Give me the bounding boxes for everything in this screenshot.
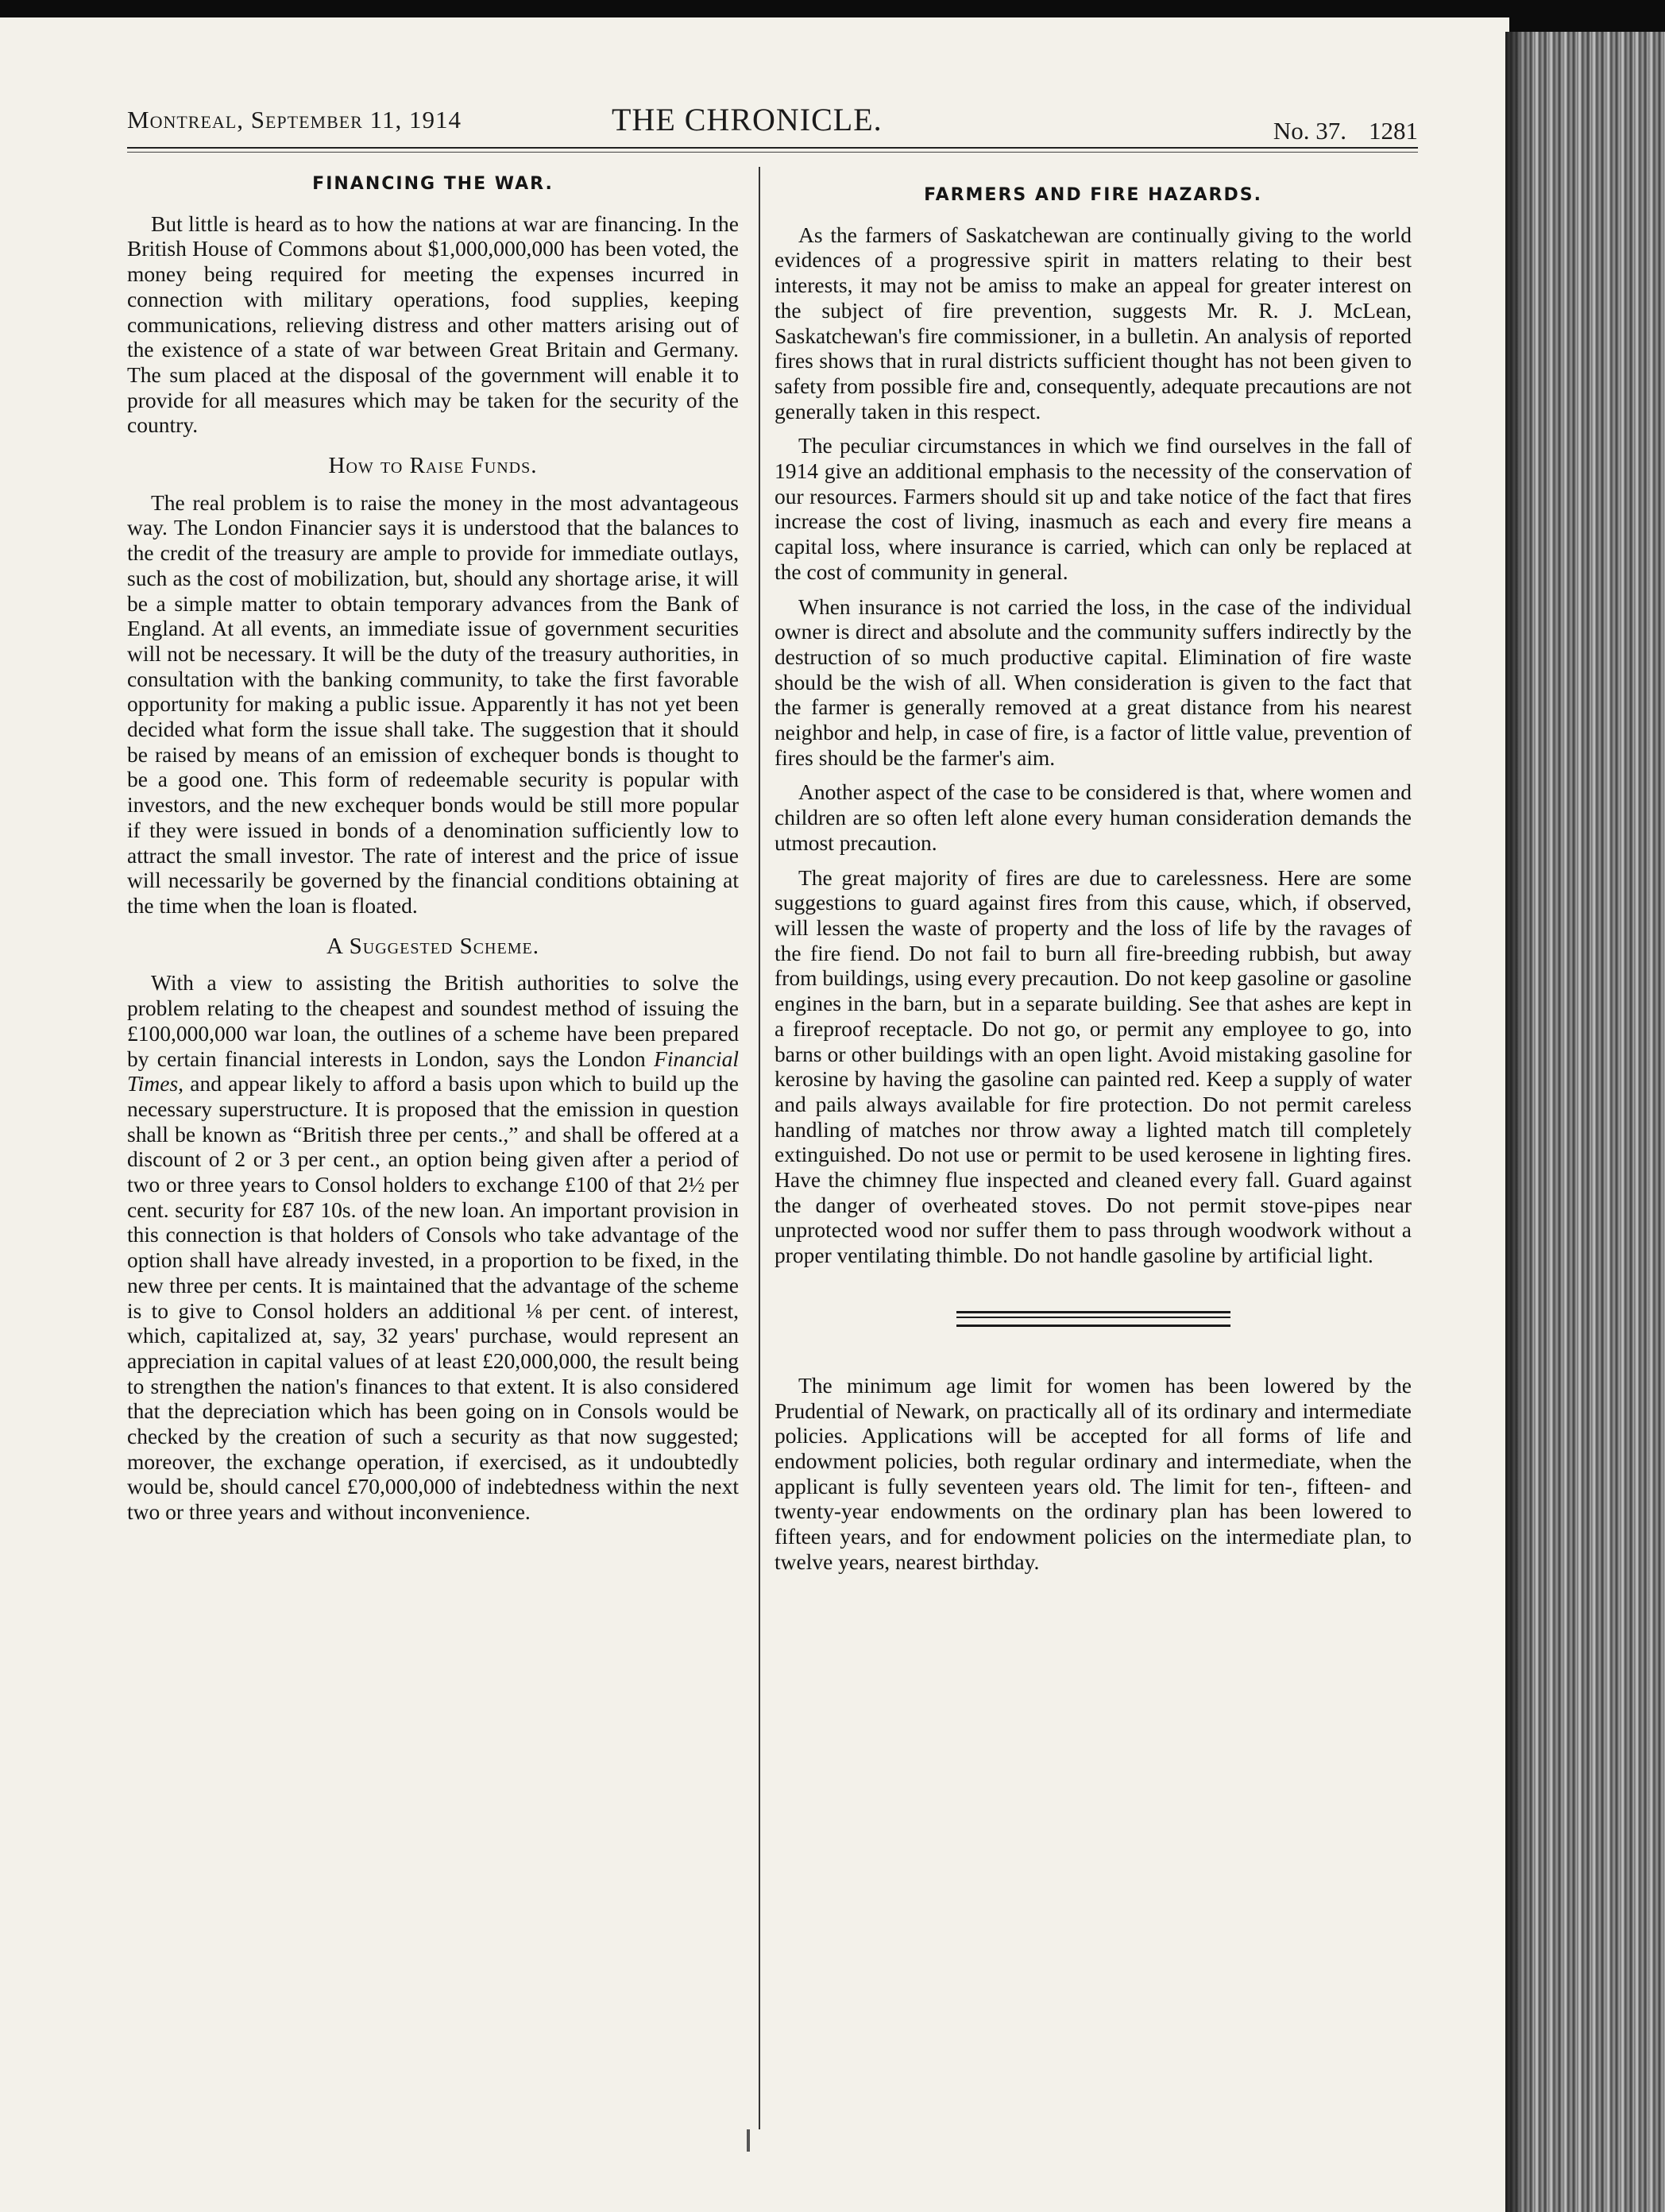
header-rule-thin (127, 152, 1418, 153)
publication-name: Financial Times, (127, 1046, 739, 1096)
paragraph: When insurance is not carried the loss, in the case of the individual owner is direct and absolute and the community suffers indirectly by the destruction of so much productive capital. Elimination of fire waste should be the wish of all. When consideration is given to the fact that the farmer is generally removed at a great distance from his nearest neighbor and help, in case of fire, is a factor of little value, prevention of fires should be the farmer's aim. (775, 594, 1412, 770)
masthead-dateline: Montreal, September 11, 1914 (127, 106, 462, 133)
header-rule (127, 147, 1418, 149)
issue-number: No. 37. (1273, 117, 1346, 145)
masthead-issue-page (1251, 117, 1418, 145)
section-separator (956, 1311, 1230, 1327)
article-title-farmers-and-fire-hazards: FARMERS AND FIRE HAZARDS. (924, 185, 1262, 205)
bottom-rule-mark (747, 2129, 750, 2152)
paragraph: But little is heard as to how the nations at war are financing. In the British House of Commons about $1,000,000,000 has been voted, the money being required for meeting the expenses incurred in connection with military operations, food supplies, keeping communications, relieving distress and other matters arising out of the existence of a state of war between Great Britain and Germany. The sum placed at the disposal of the government will enable it to provide for all measures which may be taken for the security of the country. (127, 211, 739, 438)
subhead-a-suggested-scheme: A Suggested Scheme. (326, 933, 539, 959)
left-column (127, 167, 739, 1534)
text-run: and appear likely to afford a basis upon which to build up the necessary superstructure. It is proposed that the emission in question shall be known as “British three per cents.,” and shall be offered at a discount of 2 or 3 per cent., an option being given after a period of two or three years to Consol holders to exchange £100 of that 2½ per cent. security for £87 10s. of the new loan. An important provision in this connection is that holders of Consols who take advantage of the option shall have already invested, in a proportion to be fixed, in the new three per cents. It is maintained that the advantage of the scheme is to give to Consol holders an additional ⅛ per cent. of interest, which, capitalized at, say, 32 years' purchase, would represent an appreciation in capital values of at least £20,000,000, the result being to strengthen the nation's finances to that extent. It is also considered that the depreciation which has been going on in Consols would be checked by the creation of such a security as that now suggested; moreover, the exchange operation, if exercised, as it undoubtedly would be, should cancel £70,000,000 of indebtedness within the next two or three years and without inconvenience. (127, 1071, 739, 1525)
text-run: With a view to assisting the British authorities to solve the problem relating to the cheapest and soundest method of issuing the £100,000,000 war loan, the outlines of a scheme have been prepared by certain financial interests in London, says the London (127, 970, 739, 1071)
paragraph: As the farmers of Saskatchewan are continually giving to the world evidences of a progressive spirit in matters relating to their best interests, it may not be amiss to make an appeal for greater interest on the subject of fire prevention, suggests Mr. R. J. McLean, Saskatchewan's fire commissioner, in a bulletin. An analysis of reported fires shows that in rural districts sufficient thought has not been given to safety from possible fire and, consequently, adequate precautions are not generally taken in this respect. (775, 222, 1412, 423)
right-column (775, 178, 1412, 1584)
paragraph: Another aspect of the case to be considered is that, where women and children are so often left alone every human consideration demands the utmost precaution. (775, 779, 1412, 855)
paragraph: The peculiar circumstances in which we find ourselves in the fall of 1914 give an additional emphasis to the necessity of the conservation of our resources. Farmers should sit up and take notice of the fact that fires increase the cost of living, inasmuch as each and every fire means a capital loss, where insurance is carried, which can only be replaced at the cost of community in general. (775, 433, 1412, 584)
masthead (127, 83, 1418, 145)
book-page-edges (1505, 32, 1665, 2212)
masthead-title: THE CHRONICLE. (612, 102, 883, 137)
article-title-financing-the-war: FINANCING THE WAR. (312, 174, 554, 194)
paragraph (127, 970, 739, 1524)
paragraph: The great majority of fires are due to carelessness. Here are some suggestions to guard against fires from this cause, which, if observed, will lessen the waste of property and the loss of life by the ravages of the fire fiend. Do not fail to burn all fire-breeding rubbish, but away from buildings, using every precaution. Do not keep gasoline or gasoline engines in the barn, but in a separate building. See that ashes are kept in a fireproof receptacle. Do not go, or permit any employee to go, into barns or other buildings with an open light. Avoid mistaking gasoline for kerosine by having the gasoline can painted red. Keep a supply of water and pails always available for fire protection. Do not permit careless handling of matches nor throw away a lighted match till completely extinguished. Do not use or permit to be used kerosene in lighting fires. Have the chimney flue inspected and cleaned every fall. Guard against the danger of overheated stoves. Do not permit stove-pipes near unprotected wood nor suffer them to pass through woodwork without a proper ventilating thimble. Do not handle gasoline by artificial light. (775, 864, 1412, 1268)
paragraph: The minimum age limit for women has been lowered by the Prudential of Newark, on practically all of its ordinary and intermediate policies. Applications will be accepted for all forms of life and endowment policies, both regular ordinary and intermediate, when the applicant is fully seventeen years old. The limit for ten-, fifteen- and twenty-year endowments on the ordinary plan has been lowered to fifteen years, and for endowment policies on the intermediate plan, to twelve years, nearest birthday. (775, 1372, 1412, 1574)
subhead-how-to-raise-funds: How to Raise Funds. (328, 453, 538, 479)
page-number: 1281 (1369, 117, 1418, 145)
column-divider (759, 167, 760, 2129)
paragraph: The real problem is to raise the money in the most advantageous way. The London Financier says it is understood that the balances to the credit of the treasury are ample to provide for immediate outlays, such as the cost of mobilization, but, should any shortage arise, it will be a simple matter to obtain temporary advances from the Bank of England. At all events, an immediate issue of government securities will not be necessary. It will be the duty of the treasury authorities, in consultation with the banking community, to take the first favorable opportunity for making a public issue. Apparently it has not yet been decided what form the issue shall take. The suggestion that it should be raised by means of an emission of exchequer bonds is thought to be a good one. This form of redeemable security is popular with investors, and the new exchequer bonds would be still more popular if they were issued in bonds of a denomination sufficiently low to attract the small investor. The rate of interest and the price of issue will necessarily be governed by the financial conditions obtaining at the time when the loan is floated. (127, 489, 739, 918)
